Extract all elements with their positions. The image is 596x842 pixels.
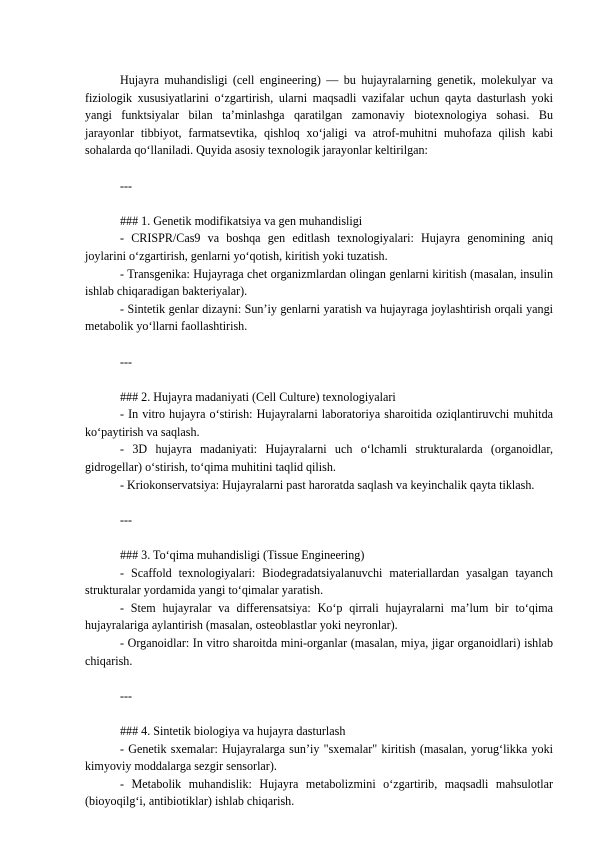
list-item: - Organoidlar: In vitro sharoitda mini-organlar (masalan, miya, jigar organoidlari) ishlab chiqarish. [85, 636, 553, 668]
list-item: - CRISPR/Cas9 va boshqa gen editlash texnologiyalari: Hujayra genomining aniq joylarini o‘zgartirish, genlarni yo‘qotish, kiritish yoki tuzatish. [85, 231, 553, 263]
section-heading: ### 3. To‘qima muhandisligi (Tissue Engineering) [120, 548, 365, 563]
list-item: - Stem hujayralar va differensatsiya: Ko‘p qirrali hujayralarni ma’lum bir to‘qima hujayralariga aylantirish (masalan, osteoblastlar yoki neyronlar). [85, 600, 553, 633]
list-item: - Metabolik muhandislik: Hujayra metabolizmini o‘zgartirib, maqsadli mahsulotlar (bioyoqilg‘i, antibiotiklar) ishlab chiqarish. [85, 776, 553, 809]
section-heading: ### 4. Sintetik biologiya va hujayra dasturlash [120, 723, 346, 738]
document-page [85, 72, 553, 811]
section-heading: ### 2. Hujayra madaniyati (Cell Culture) texnologiyalari [120, 389, 396, 404]
section-heading: ### 1. Genetik modifikatsiya va gen muhandisligi [120, 213, 363, 228]
separator: --- [120, 178, 133, 193]
list-item: - In vitro hujayra o‘stirish: Hujayralarni laboratoriya sharoitida oziqlantiruvchi muhitda ko‘paytirish va saqlash. [85, 407, 553, 439]
separator: --- [120, 512, 133, 527]
list-item: - Sintetik genlar dizayni: Sun’iy genlarni yaratish va hujayraga joylashtirish orqali yangi metabolik yo‘llarni faollashtirish. [85, 301, 553, 334]
list-item: - 3D hujayra madaniyati: Hujayralarni uch o‘lchamli strukturalarda (organoidlar, gidrogellar) o‘stirish, to‘qima muhitini taqlid qilish. [85, 442, 553, 475]
separator: --- [120, 354, 133, 369]
separator: --- [120, 688, 133, 703]
list-item: - Scaffold texnologiyalari: Biodegradatsiyalanuvchi materiallardan yasalgan tayanch strukturalar yordamida yangi to‘qimalar yaratish. [85, 565, 553, 598]
list-item: - Genetik sxemalar: Hujayralarga sun’iy "sxemalar" kiritish (masalan, yorug‘likka yoki kimyoviy moddalarga sezgir sensorlar). [85, 741, 553, 774]
intro-paragraph: Hujayra muhandisligi (cell engineering) — bu hujayralarning genetik, molekulyar va fiziologik xususiyatlarini o‘zgartirish, ularni maqsadli vazifalar uchun qayta dasturlash yoki yangi funktsiyalar bilan ta’minlashga qaratilgan zamonaviy biotexnologiya sohasi. Bu jarayonlar tibbiyot, farmatsevtika, qishloq xo‘jaligi va atrof-muhitni muhofaza qilish kabi sohalarda qo‘llaniladi. Quyida asosiy texnologik jarayonlar keltirilgan: [85, 73, 553, 158]
list-item: - Kriokonservatsiya: Hujayralarni past haroratda saqlash va keyinchalik qayta tiklash. [120, 477, 535, 492]
list-item: - Transgenika: Hujayraga chet organizmlardan olingan genlarni kiritish (masalan, insulin ishlab chiqaradigan bakteriyalar). [85, 266, 553, 299]
